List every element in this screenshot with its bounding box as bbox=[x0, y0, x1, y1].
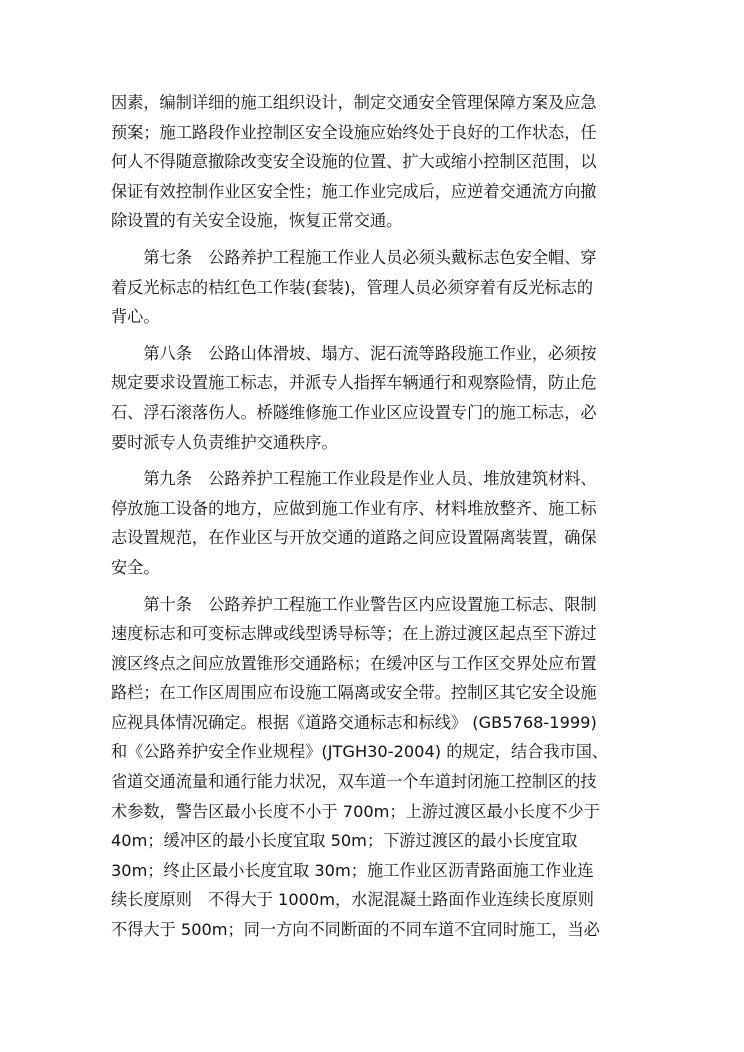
document-body bbox=[111, 88, 641, 945]
text-line: 路栏；在工作区周围应布设施工隔离或安全带。控制区其它安全设施 bbox=[111, 683, 597, 703]
text-line: 速度标志和可变标志牌或线型诱导标等；在上游过渡区起点至下游过 bbox=[111, 624, 597, 644]
text-line: 石、浮石滚落伤人。桥隧维修施工作业区应设置专门的施工标志，必 bbox=[111, 402, 597, 422]
paragraph-gap bbox=[111, 583, 641, 590]
text-line: 第九条 公路养护工程施工作业段是作业人员、堆放建筑材料、 bbox=[111, 469, 597, 489]
text-line: 第七条 公路养护工程施工作业人员必须头戴标志色安全帽、穿 bbox=[111, 247, 597, 267]
paragraph-gap bbox=[111, 457, 641, 464]
paragraph-gap bbox=[111, 332, 641, 339]
paragraph-article-10 bbox=[111, 590, 641, 945]
text-line: 着反光标志的桔红色工作装(套装)，管理人员必须穿着有反光标志的 bbox=[111, 277, 594, 297]
text-line: 因素，编制详细的施工组织设计，制定交通安全管理保障方案及应急 bbox=[111, 93, 597, 112]
text-line: 不得大于 500m；同一方向不同断面的不同车道不宜同时施工，当必 bbox=[111, 920, 600, 940]
text-line: 志设置规范，在作业区与开放交通的道路之间应设置隔离装置，确保 bbox=[111, 528, 597, 548]
text-line: 规定要求设置施工标志，并派专人指挥车辆通行和观察险情，防止危 bbox=[111, 373, 597, 393]
paragraph-gap bbox=[111, 236, 641, 243]
paragraph-article-7 bbox=[111, 243, 641, 332]
paragraph-intro-continuation bbox=[111, 88, 641, 236]
text-line: 续长度原则 不得大于 1000m，水泥混凝土路面作业连续长度原则 bbox=[111, 890, 594, 910]
text-line: 除设置的有关安全设施，恢复正常交通。 bbox=[111, 211, 403, 231]
text-line: 安全。 bbox=[111, 557, 160, 577]
text-line: 渡区终点之间应放置锥形交通路标；在缓冲区与工作区交界处应布置 bbox=[111, 653, 597, 673]
text-line: 30m；终止区最小长度宜取 30m；施工作业区沥青路面施工作业连 bbox=[111, 860, 594, 880]
text-line: 第十条 公路养护工程施工作业警告区内应设置施工标志、限制 bbox=[111, 594, 597, 614]
text-line: 停放施工设备的地方，应做到施工作业有序、材料堆放整齐、施工标 bbox=[111, 498, 597, 518]
text-line: 第八条 公路山体滑坡、塌方、泥石流等路段施工作业，必须按 bbox=[111, 343, 597, 363]
text-line: 省道交通流量和通行能力状况，双车道一个车道封闭施工控制区的技 bbox=[111, 772, 597, 792]
text-line: 预案；施工路段作业控制区安全设施应始终处于良好的工作状态，任 bbox=[111, 122, 597, 142]
text-line: 要时派专人负责维护交通秩序。 bbox=[111, 432, 338, 452]
text-line: 背心。 bbox=[111, 307, 160, 327]
text-line: 何人不得随意撤除改变安全设施的位置、扩大或缩小控制区范围，以 bbox=[111, 152, 597, 172]
text-line: 术参数，警告区最小长度不小于 700m；上游过渡区最小长度不少于 bbox=[111, 801, 600, 821]
text-line: 和《公路养护安全作业规程》(JTGH30-2004) 的规定，结合我市国、 bbox=[111, 742, 609, 762]
text-line: 应视具体情况确定。根据《道路交通标志和标线》 (GB5768-1999) bbox=[111, 712, 597, 732]
paragraph-article-8 bbox=[111, 339, 641, 457]
paragraph-article-9 bbox=[111, 464, 641, 582]
text-line: 40m；缓冲区的最小长度宜取 50m；下游过渡区的最小长度宜取 bbox=[111, 831, 578, 851]
text-line: 保证有效控制作业区安全性；施工作业完成后，应逆着交通流方向撤 bbox=[111, 181, 597, 201]
